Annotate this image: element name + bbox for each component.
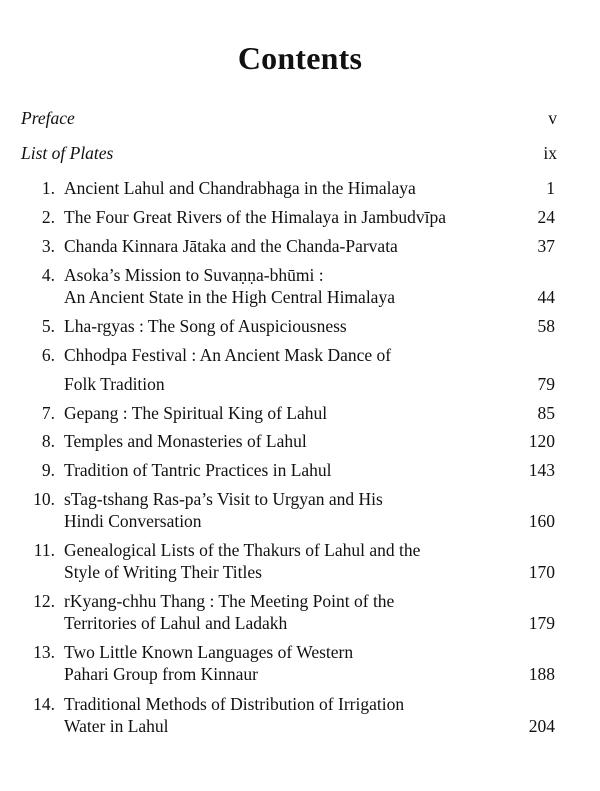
- toc-entry-title: Chanda Kinnara Jātaka and the Chanda-Parvata: [64, 236, 398, 256]
- toc-entry-number: 8.: [41, 431, 55, 451]
- toc-entry-title: Temples and Monasteries of Lahul: [64, 431, 307, 451]
- toc-entry-number: 9.: [41, 460, 55, 480]
- toc-entry-number: 12.: [33, 591, 55, 611]
- toc-label: List of Plates: [21, 143, 114, 163]
- toc-entry-title-continued: An Ancient State in the High Central Himalaya: [64, 287, 395, 307]
- toc-label: Preface: [21, 108, 75, 128]
- toc-entry-title: Two Little Known Languages of Western: [64, 642, 354, 662]
- toc-entry-title-continued: Pahari Group from Kinnaur: [64, 664, 258, 684]
- toc-page-number: 143: [528, 460, 555, 480]
- toc-entry-title: Tradition of Tantric Practices in Lahul: [64, 460, 332, 480]
- toc-page-number: 160: [528, 511, 555, 531]
- toc-front-list-of-plates[interactable]: [21, 142, 557, 164]
- toc-entry-number: 1.: [41, 178, 55, 198]
- toc-entry-number: 11.: [33, 540, 55, 560]
- toc-entry-title-continued: Territories of Lahul and Ladakh: [64, 613, 288, 633]
- toc-page-number: 37: [537, 236, 555, 256]
- toc-entry-title: Traditional Methods of Distribution of Irrigation: [64, 694, 405, 714]
- toc-entry-title: Lha-rgyas : The Song of Auspiciousness: [64, 316, 347, 336]
- page-title: Contents: [237, 40, 363, 76]
- toc-entry-title-continued: Style of Writing Their Titles: [64, 562, 262, 582]
- toc-page-number: 188: [528, 664, 555, 684]
- toc-page-number: 1: [546, 178, 555, 198]
- toc-page-number: 79: [537, 374, 555, 394]
- toc-entry-title: Ancient Lahul and Chandrabhaga in the Himalaya: [64, 178, 416, 198]
- toc-entry-title: Genealogical Lists of the Thakurs of Lahul and the: [64, 540, 421, 560]
- toc-entry-number: 5.: [41, 316, 55, 336]
- toc-page-number: 170: [528, 562, 555, 582]
- toc-page-number: ix: [543, 143, 557, 163]
- toc-entry-title-continued: Folk Tradition: [64, 374, 165, 394]
- toc-entry-title: rKyang-chhu Thang : The Meeting Point of the: [64, 591, 395, 611]
- toc-entry-number: 2.: [41, 207, 55, 227]
- toc-page-number: 58: [537, 316, 555, 336]
- toc-entry-number: 7.: [41, 403, 55, 423]
- toc-entry-number: 4.: [41, 265, 55, 285]
- toc-entry-number: 6.: [41, 345, 55, 365]
- toc-entry-title-continued: Water in Lahul: [64, 716, 169, 736]
- toc-entry-number: 14.: [33, 694, 55, 714]
- toc-page-number: 179: [528, 613, 555, 633]
- toc-entry-title: Chhodpa Festival : An Ancient Mask Dance of: [64, 345, 392, 365]
- toc-front-preface[interactable]: [21, 107, 557, 129]
- toc-entry-title: Asoka’s Mission to Suvaṇṇa-bhūmi :: [64, 265, 324, 285]
- toc-entry-number: 13.: [33, 642, 55, 662]
- toc-page-number: 204: [528, 716, 555, 736]
- toc-page-number: 24: [537, 207, 555, 227]
- toc-entry-number: 10.: [33, 489, 55, 509]
- toc-page-number: v: [548, 108, 557, 128]
- toc-entry-title: The Four Great Rivers of the Himalaya in Jambudvīpa: [64, 207, 446, 227]
- toc-page-number: 120: [528, 431, 555, 451]
- toc-entry-title-continued: Hindi Conversation: [64, 511, 202, 531]
- toc-entry-number: 3.: [41, 236, 55, 256]
- toc-entry-title: sTag-tshang Ras-pa’s Visit to Urgyan and His: [64, 489, 383, 509]
- toc-page-number: 85: [537, 403, 555, 423]
- toc-entry-title: Gepang : The Spiritual King of Lahul: [64, 403, 328, 423]
- toc-page-number: 44: [537, 287, 555, 307]
